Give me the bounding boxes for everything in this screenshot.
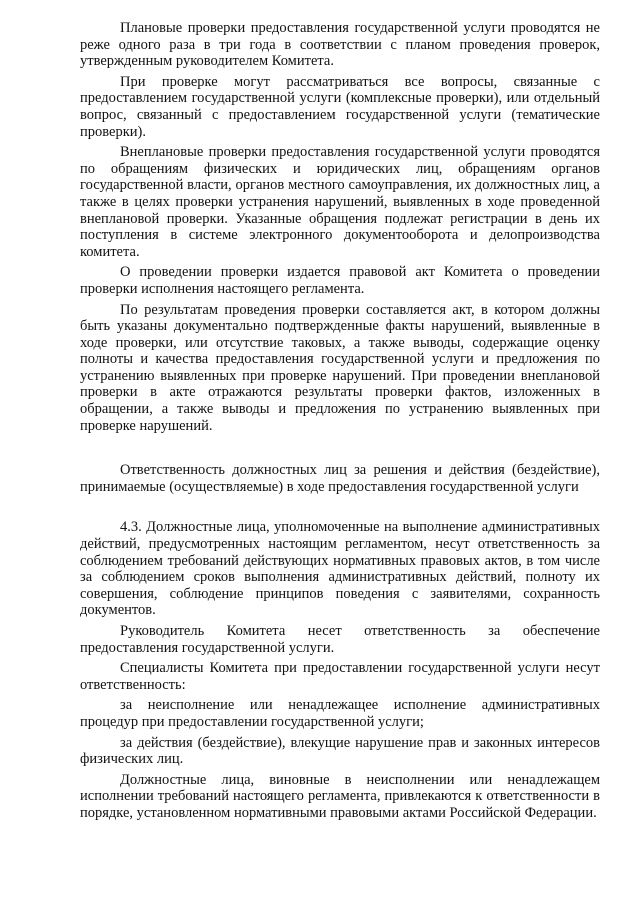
paragraph-inspection-scope: При проверке могут рассматриваться все вопросы, связанные с предоставлением государственной услуги (комплексные проверки), или отдельный вопрос, связанный с предоставлением государственной услуги (тематические проверки). (80, 73, 600, 140)
paragraph-head-responsibility: Руководитель Комитета несет ответственность за обеспечение предоставления государственной услуги. (80, 623, 600, 656)
paragraph-specialists-responsibility: Специалисты Комитета при предоставлении государственной услуги несут ответственность: (80, 660, 600, 693)
paragraph-guilty-officials: Должностные лица, виновные в неисполнении или ненадлежащем исполнении требований настоящего регламента, привлекаются к ответственности в порядке, установленном нормативными правовыми актами Российской Федерации. (80, 771, 600, 821)
paragraph-actions-inaction: за действия (бездействие), влекущие нарушение прав и законных интересов физических лиц. (80, 734, 600, 768)
section-heading-responsibility: Ответственность должностных лиц за решения и действия (бездействие), принимаемые (осуществляемые) в ходе предоставления государственной услуги (80, 462, 600, 495)
spacer (80, 438, 600, 462)
paragraph-4-3-officials: 4.3. Должностные лица, уполномоченные на выполнение административных действий, предусмотренных настоящим регламентом, несут ответственность за соблюдением требований действующих нормативных правовых актов, в том числе за соблюдением сроков выполнения административных действий, полноту их совершения, соблюдение принципов поведения с заявителями, сохранность документов. (80, 519, 600, 619)
paragraph-inspection-results: По результатам проведения проверки составляется акт, в котором должны быть указаны документально подтвержденные факты нарушений, выявленные в ходе проверки, или отсутствие таковых, а также выводы, содержащие оценку полноты и качества предоставления государственной услуги и предложения по устранению выявленных при проверке нарушений. При проведении внеплановой проверки в акте отражаются результаты проверки фактов, изложенных в обращении, а также выводы и предложения по устранению выявленных при проверке нарушений. (80, 301, 600, 434)
paragraph-legal-act: О проведении проверки издается правовой акт Комитета о проведении проверки исполнения настоящего регламента. (80, 264, 600, 297)
document-body (80, 20, 600, 826)
paragraph-scheduled-inspections: Плановые проверки предоставления государственной услуги проводятся не реже одного раза в три года в соответствии с планом проведения проверок, утвержденным руководителем Комитета. (80, 20, 600, 70)
spacer (80, 499, 600, 519)
paragraph-non-fulfillment: за неисполнение или ненадлежащее исполнение административных процедур при предоставлении государственной услуги; (80, 697, 600, 730)
paragraph-unscheduled-inspections: Внеплановые проверки предоставления государственной услуги проводятся по обращениям физических и юридических лиц, обращениям органов государственной власти, органов местного самоуправления, их должностных лиц, а также в целях проверки устранения нарушений, выявленных в ходе проведенной внеплановой проверки. Указанные обращения подлежат регистрации в день их поступления в системе электронного документооборота и делопроизводства комитета. (80, 144, 600, 260)
